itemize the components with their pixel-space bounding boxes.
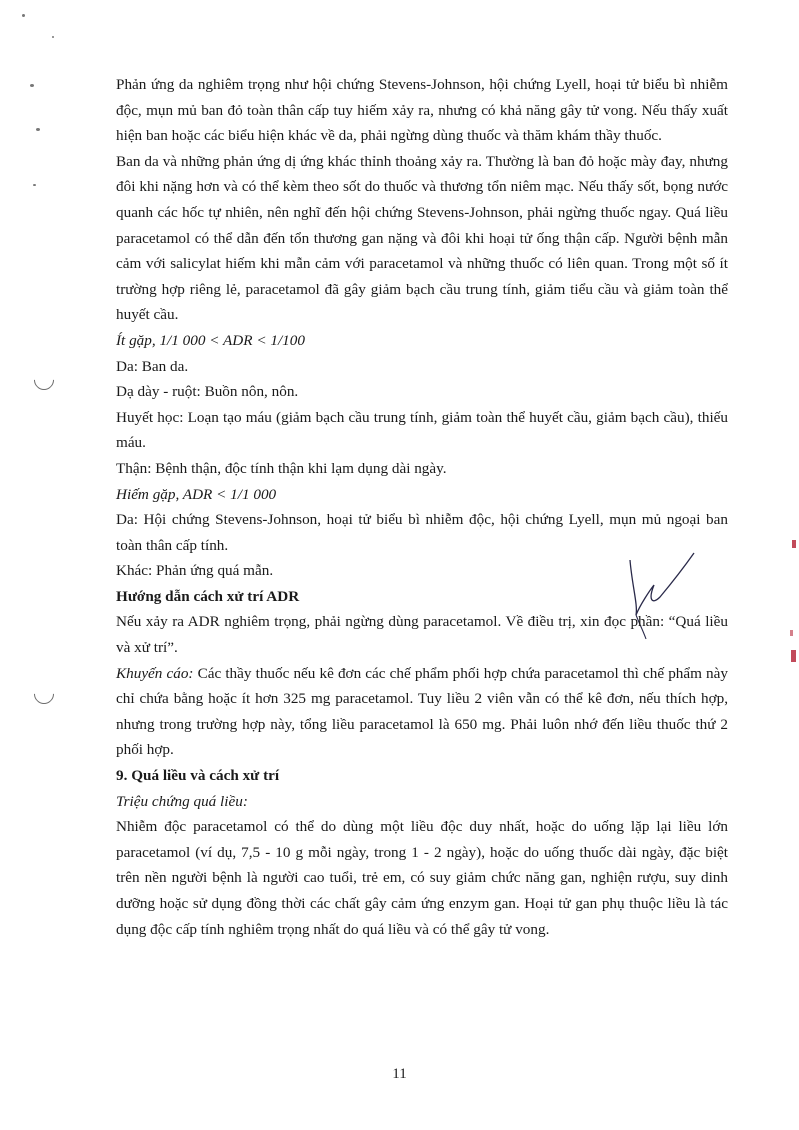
edge-stain xyxy=(791,650,796,662)
paragraph-allergic-reactions: Ban da và những phản ứng dị ứng khác thỉnh thoảng xảy ra. Thường là ban đỏ hoặc mày đay, nhưng đôi khi nặng hơn và có thể kèm theo sốt do thuốc và thương tổn niêm mạc. Nếu thấy sốt, bọng nước quanh các hốc tự nhiên, nên nghĩ đến hội chứng Stevens-Johnson, phải ngừng thuốc ngay. Quá liều paracetamol có thể dẫn đến tổn thương gan nặng và đôi khi hoại tử ống thận cấp. Người bệnh mẫn cảm với salicylat hiếm khi mẫn cảm với paracetamol và những thuốc có liên quan. Trong một số ít trường hợp riêng lẻ, paracetamol đã gây giảm bạch cầu trung tính, giảm tiểu cầu và giảm toàn thể huyết cầu. xyxy=(116,152,728,324)
scan-speck xyxy=(22,14,25,17)
edge-stain xyxy=(790,630,793,636)
subheading-overdose-symptoms: Triệu chứng quá liều: xyxy=(116,792,248,810)
page-number: 11 xyxy=(392,1066,407,1082)
recommendation-text: Các thầy thuốc nếu kê đơn các chế phẩm phối hợp chứa paracetamol thì chế phẩm này chỉ chứa bằng hoặc ít hơn 325 mg paracetamol. Tuy liều 2 viên vẫn có thể kê đơn, nếu thích hợp, nhưng trong trường hợp này, tổng liều paracetamol là 650 mg. Phải luôn nhớ đến liều thuốc thứ 2 phối hợp. xyxy=(116,664,728,759)
scan-speck xyxy=(52,36,54,38)
subheading-rare-adr: Hiếm gặp, ADR < 1/1 000 xyxy=(116,485,277,503)
binder-hole-mark xyxy=(30,680,58,708)
heading-overdose: 9. Quá liều và cách xử trí xyxy=(116,767,280,785)
edge-stain xyxy=(792,540,796,548)
paragraph-other: Khác: Phản ứng quá mẫn. xyxy=(116,562,274,580)
paragraph-overdose-symptoms: Nhiễm độc paracetamol có thể do dùng một liều độc duy nhất, hoặc do uống lặp lại liều lớn paracetamol (ví dụ, 7,5 - 10 g mỗi ngày, trong 1 - 2 ngày), hoặc do uống thuốc dài ngày, đặc biệt trên nền người bệnh là người cao tuổi, trẻ em, có suy giảm chức năng gan, nghiện rượu, suy dinh dưỡng hoặc sử dụng đồng thời các chất gây cảm ứng enzym gan. Hoại tử gan phụ thuộc liều là tác dụng độc cấp tính nghiêm trọng nhất do quá liều và có thể gây tử vong. xyxy=(116,818,728,938)
paragraph-recommendation xyxy=(116,661,728,763)
paragraph-kidney: Thận: Bệnh thận, độc tính thận khi lạm dụng dài ngày. xyxy=(116,459,447,477)
paragraph-rare-skin: Da: Hội chứng Stevens-Johnson, hoại tử biểu bì nhiễm độc, hội chứng Lyell, mụn mủ ngoại ban toàn thân cấp tính. xyxy=(116,511,728,554)
binder-hole-mark xyxy=(30,366,58,394)
heading-adr-management: Hướng dẫn cách xử trí ADR xyxy=(116,587,300,605)
paragraph-gastrointestinal: Dạ dày - ruột: Buồn nôn, nôn. xyxy=(116,383,299,401)
paragraph-skin: Da: Ban da. xyxy=(116,357,189,375)
subheading-uncommon-adr: Ít gặp, 1/1 000 < ADR < 1/100 xyxy=(116,331,305,349)
paragraph-adr-management: Nếu xảy ra ADR nghiêm trọng, phải ngừng dùng paracetamol. Về điều trị, xin đọc phần: “Quá liều và xử trí”. xyxy=(116,613,728,657)
document-body xyxy=(116,72,728,942)
scan-speck xyxy=(33,184,36,186)
scan-speck xyxy=(30,84,34,87)
paragraph-hematology: Huyết học: Loạn tạo máu (giảm bạch cầu trung tính, giảm toàn thể huyết cầu, giảm bạch cầu), thiếu máu. xyxy=(116,408,728,452)
paragraph-severe-skin-reactions: Phản ứng da nghiêm trọng như hội chứng Stevens-Johnson, hội chứng Lyell, hoại tử biểu bì nhiễm độc, mụn mủ ban đỏ toàn thân cấp tuy hiếm xảy ra, nhưng có khả năng gây tử vong. Nếu thấy xuất hiện ban hoặc các biểu hiện khác về da, phải ngừng dùng thuốc và thăm khám thầy thuốc. xyxy=(116,76,728,145)
scan-speck xyxy=(36,128,40,131)
recommendation-label: Khuyến cáo: xyxy=(116,664,194,682)
